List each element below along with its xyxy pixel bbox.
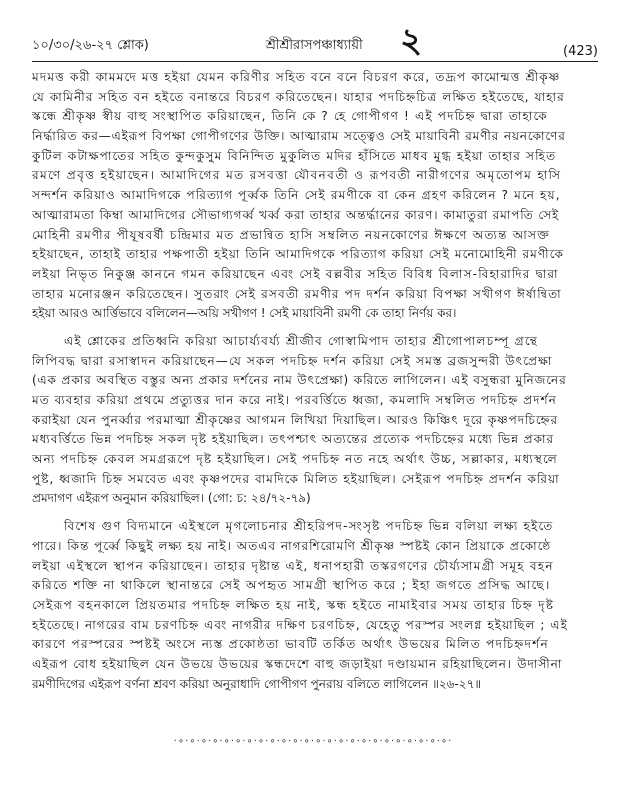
text-line: বিশেষ গুণ বিদ্যমানে এইস্থলে মৃগলোচনার শ্রীহরিপদ-সংসৃষ্ট পদচিহ্ন ভিন্ন বলিয়া লক্ষ্য হইতে [64,519,554,534]
text-line: তাহার মনোরঞ্জন করিতেছেন। সুতরাং সেই রসবতী রমণীর পদ দর্শন করিয়া বিপক্ষা সখীগণ ঈর্ষান্বিতা [32,286,562,301]
book-title: শ্রীশ্রীরাসপঞ্চাধ্যায়ী [266,38,363,53]
page-number: (423) [563,44,598,59]
text-line: প্রমদাগণ এইরূপ অনুমান করিয়াছিল। (গো: চ: ২৪/৭২-৭৯) [32,491,311,506]
text-line: হইয়াছেন, তাহাই তাহার পক্ষপাতী হইয়া তিনি আমাদিগকে পরিত্যাগ করিয়া সেই মনোমোহিনী রমণীকে [32,247,564,262]
text-line: করিতে শক্তি না থাকিলে স্থানান্তরে সেই অপহৃত সামগ্রী স্থাপিত করে ; ইহা জগতে প্রসিদ্ধ আছে। [32,578,551,593]
text-line: মত ব্যবহার করিয়া প্রথমে প্রত্যুত্তর দান করে নাই। পরবর্ত্তিতে ধ্বজা, কমলাদি সম্বলিত পদচিহ্ন প্রদর্শন [32,393,557,407]
text-line: অন্য পদচিহ্ন কেবল সমগ্ররূপে দৃষ্ট হইয়াছিল। সেই পদচিহ্ন নত নহে অর্থাৎ উচ্চ, সল্লাকার, মধ্যস্থলে [32,452,558,467]
text-line: এইরূপ বোধ হইয়াছিল যেন উভয়ে উভয়ের স্কন্ধদেশে বাহু জড়াইয়া দণ্ডায়মান রহিয়াছিলেন। উদাসীনা [32,656,563,671]
text-line: কারণে পরস্পরের স্পষ্টই অংসে ন্যস্ত প্রকোষ্ঠতা ভাবটি তর্কিত অর্থাৎ উভয়ের মিলিত পদচিহ্নদর্শন [32,637,550,652]
text-line: রমণে প্রবৃত্ত হইয়াছেন। আমাদিগের মত রসবত্তা যৌবনবতী ও রূপবতী নারীগণের অমৃতোপম হাসি [32,168,562,183]
section-divider: ·∘·∘·∘·∘·∘·∘·∘·∘·∘·∘·∘·∘·∘·∘·∘·∘·∘·∘·∘·∘·∘·∘·∘·∘· [173,736,453,747]
text-line: রমণীদিগের এইরূপ বর্ণনা শ্রবণ করিয়া অনুরাধাদি গোপীগণ পুনরায় বলিতে লাগিলেন ॥২৬-২৭॥ [32,676,482,691]
paragraph [32,517,598,694]
text-line: মোহিনী রমণীর পীযূষবর্ষী চন্দ্রিমার মত প্রভান্বিত হাসি সম্বলিত নয়নকোণের ঈক্ষণে অত্যন্ত আসক্ত [32,227,551,242]
text-line: (এক প্রকার অবস্থিত বস্তুর অন্য প্রকার দর্শনের নাম উৎপ্রেক্ষা) করিতে লাগিলেন। এই বসুন্ধরা মুনিজনের [32,373,567,388]
verse-reference: ১০/৩০/২৬-২৭ শ্লোক) [32,38,149,53]
header-rule [32,61,598,62]
text-line: মদমত্ত করী কামমদে মত্ত হইয়া যেমন করিণীর সহিত বনে বনে বিচরণ করে, তদ্রূপ কামোন্মত্ত শ্রীকৃষ্ণ [32,70,561,84]
paragraph-gap [32,324,598,332]
text-line: আত্মারামতা কিম্বা আমাদিগের সৌভাগ্যগর্ব্ব খর্ব্ব করা তাহার অন্তর্দ্ধানের কারণ। কামাতুরা রমাপতি সেই [32,207,560,222]
text-line: সন্দর্শন করিয়াও আমাদিগকে পরিত্যাগ পূর্ব্বক তিনি সেই রমণীকে বা কেন গ্রহণ করিলেন ? মনে হয়, [32,188,561,203]
running-header [0,21,626,62]
text-line: মধ্যবর্ত্তিতে ভিন্ন পদচিহ্ন সকল দৃষ্ট হইয়াছিল। তৎপশ্চাৎ অত্যন্তের প্রত্যেক পদচিহ্নের মধ্যে ভিন্ন প্রকার [32,432,554,447]
text-line: নির্দ্ধারিত কর—এইরূপ বিপক্ষা গোপীগণের উক্তি। আত্মারাম সত্ত্বেও সেই মায়াবিনী রমণীর নয়নকোণের [32,129,566,144]
text-line: হইতেছে। নাগরের বাম চরণচিহ্ন এবং নাগরীর দক্ষিণ চরণচিহ্ন, যেহেতু পরস্পর সংলগ্ন হইয়াছিল ; এই [32,617,568,632]
text-line: পারে। কিন্ত পূর্ব্বে কিছুই লক্ষ্য হয় নাই। অতএব নাগরশিরোমণি শ্রীকৃষ্ণ স্পষ্টই কোন প্রিয়াকে প্রকোষ্ঠে [32,538,552,553]
text-line: কুটিল কটাক্ষপাতের সহিত কুন্দকুসুম বিনিন্দিত মুকুলিত মদির হাঁসিতে মাধব মুগ্ধ হইয়া তাহার সহিত [32,148,557,163]
body-text [32,68,598,694]
paragraph [32,332,598,509]
text-line: লইয়া এইস্থলে স্থাপন করিয়াছেন। তাহার দৃষ্টান্ত এই, ধনাপহারী তস্করগণের চৌর্য্যসামগ্রী সমূহ বহন [32,558,554,573]
handwritten-mark: ২ [400,21,423,61]
text-line: স্কন্ধে শ্রীকৃষ্ণ স্বীয় বাহু সংস্থাপিত করিয়াছেন, তিনি কে ? হে গোপীগণ ! এই পদচিহ্ন দ্বারা তাহাকে [32,109,548,124]
text-line: লইয়া নিভৃত নিকুঞ্জ কাননে গমন করিয়াছেন এবং সেই বল্লবীর সহিত বিবিধ বিলাস-বিহারাদির দ্বারা [32,266,559,281]
text-line: করাইয়া যেন পুনর্ব্বার পরমাত্মা শ্রীকৃষ্ণের আগমন লিখিয়া দিয়াছিল। আরও কিঞ্চিৎ দূরে কৃষ্ণপদচিহ্নের [32,412,559,427]
paragraph [32,68,598,324]
text-line: লিপিবদ্ধ দ্বারা রসাস্বাদন করিয়াছেন—যে সকল পদচিহ্ন দর্শন করিয়া সেই সমস্ত ব্রজসুন্দরী উৎপ্রেক্ষা [32,353,553,368]
text-line: পুষ্ট, ধ্বজাদি চিহ্ন সমবেত এবং কৃষ্ণপদের বামদিকে মিলিত হইয়াছিল। সেইরূপ পদচিহ্ন প্রদর্শন করিয়া [32,471,560,486]
text-line: যে কামিনীর সহিত বন হইতে বনান্তরে বিচরণ করিতেছেন। যাহার পদচিহ্নচিত্র লক্ষিত হইতেছে, যাহার [32,89,565,104]
text-line: হইয়া আরও আর্ত্তিভাবে বলিলেন—অয়ি সখীগণ ! সেই মায়াবিনী রমণী কে তাহা নির্ণয় কর। [32,306,457,321]
paragraph-gap [32,509,598,517]
text-line: সেইরূপ বহনকালে প্রিয়তমার পদচিহ্ন লক্ষিত হয় নাই, স্কন্ধ হইতে নামাইবার সময় তাহার চিহ্ন দৃষ্ট [32,597,555,612]
text-line: এই শ্লোকের প্রতিধ্বনি করিয়া আচার্য্যবর্য্য শ্রীজীব গোস্বামিপাদ তাহার শ্রীগোপালচম্পূ গ্রন্থে [64,333,539,348]
